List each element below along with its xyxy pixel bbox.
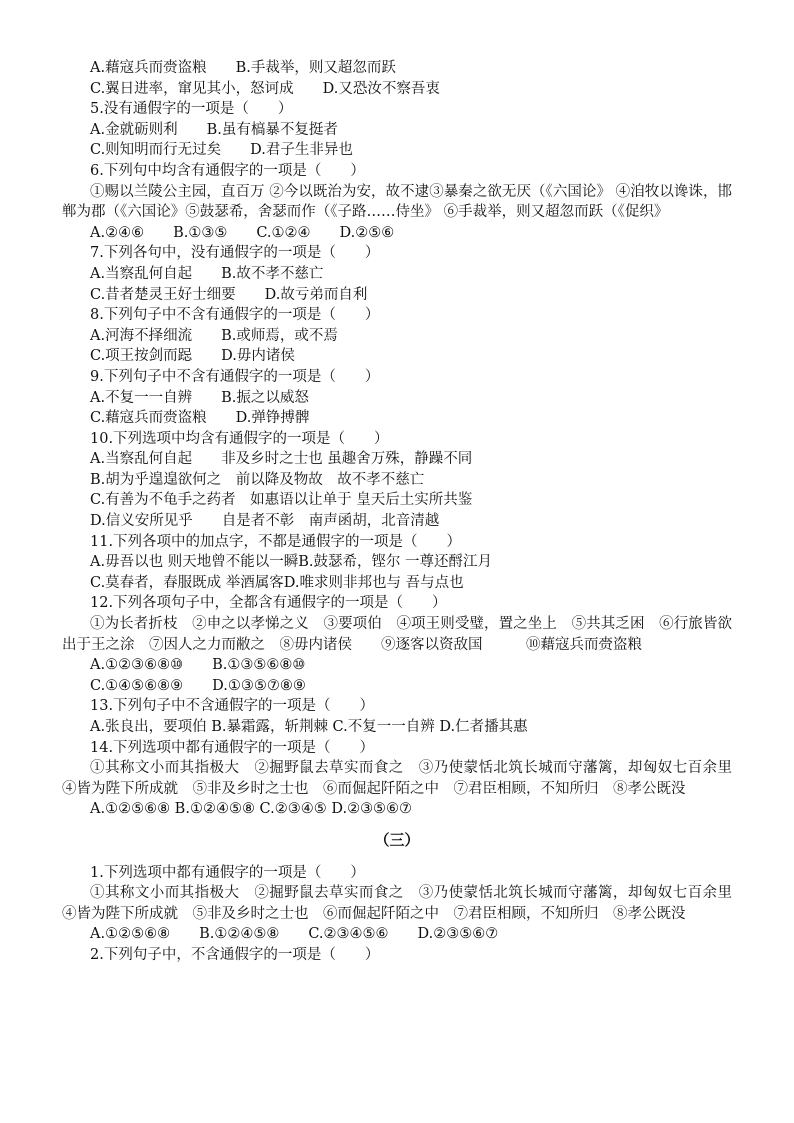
text-line: C.昔者楚灵王好士细要 D.故亏弟而自利 xyxy=(90,286,368,303)
text-line: C.①④⑤⑥⑧⑨ D.①③⑤⑦⑧⑨ xyxy=(90,677,306,694)
text-line: A.藉寇兵而赍盗粮 B.手裁举，则又超忽而跃 xyxy=(90,60,396,76)
text-line: C.莫春者，春服既成 举酒属客D.唯求则非邦也与 吾与点也 xyxy=(90,574,464,591)
text-line: A.当察乱何自起 非及乡时之士也 虽趣舍万殊，静躁不同 xyxy=(90,451,473,468)
question-8-stem: 8.下列句子中不含有通假字的一项是（ ） xyxy=(90,307,380,324)
question-12-body: ①为长者折枝 ②申之以孝悌之义 ③要项伯 ④项王则受璧，置之坐上 ⑤共其乏困 ⑥行旅皆欲出于王之涂 ⑦因人之力而敝之 ⑧毋内诸侯 ⑨逐客以资敌国 ⑩藉寇兵而赍盗粮 xyxy=(62,616,732,653)
section-3-questions xyxy=(62,863,747,966)
question-7-stem: 7.下列各句中，没有通假字的一项是（ ） xyxy=(90,245,380,262)
question-block-4-6 xyxy=(62,58,732,223)
question-14-options: A.①②⑤⑥⑧ B.①②④⑤⑧ C.②③④⑤ D.②③⑤⑥⑦ xyxy=(90,801,413,818)
text-line: A.当察乱何自起 B.故不孝不慈亡 xyxy=(90,265,324,282)
section3-question-2-stem: 2.下列句子中，不含通假字的一项是（ ） xyxy=(90,946,380,963)
question-11-stem: 11.下列各项中的加点字，不都是通假字的一项是（ ） xyxy=(90,533,462,550)
question-6-stem: 6.下列句中均含有通假字的一项是（ ） xyxy=(90,162,365,179)
question-block-12-14 xyxy=(62,655,747,820)
text-line: C.则知明而行无过矣 D.君子生非异也 xyxy=(90,142,353,159)
text-line: A.河海不择细流 B.或师焉，或不焉 xyxy=(90,327,338,344)
text-line: D.信义安所见乎 自是者不彰 南声函胡，北音清越 xyxy=(90,513,440,530)
text-line: C.藉寇兵而赍盗粮 D.弹铮搏髀 xyxy=(90,410,310,427)
text-line: C.有善为不龟手之药者 如惠语以让单于 皇天后土实所共鉴 xyxy=(90,492,473,509)
text-line: A.金就砺则利 B.虽有槁暴不复挺者 xyxy=(90,121,338,138)
text-line: B.胡为乎遑遑欲何之 前以降及物故 故不孝不慈亡 xyxy=(90,471,425,488)
section3-question-1-options: A.①②⑤⑥⑧ B.①②④⑤⑧ C.②③④⑤⑥ D.②③⑤⑥⑦ xyxy=(90,926,499,943)
question-12-stem: 12.下列各项句子中，全都含有通假字的一项是（ ） xyxy=(90,595,447,612)
text-line: A.①②③⑥⑧⑩ B.①③⑤⑥⑧⑩ xyxy=(90,657,306,674)
question-5-stem: 5.没有通假字的一项是（ ） xyxy=(90,101,293,118)
section3-question-1-stem: 1.下列选项中都有通假字的一项是（ ） xyxy=(90,864,365,881)
text-line: A.张良出，要项伯 B.暴霜露，斩荆棘 C.不复一一自辨 D.仁者播其惠 xyxy=(90,719,528,735)
text-line: A.②④⑥ B.①③⑤ C.①②④ D.②⑤⑥ xyxy=(90,224,395,241)
section3-question-1-body: ①其称文小而其指极大 ②掘野鼠去草实而食之 ③乃使蒙恬北筑长城而守藩篱，却匈奴七百余里 ④皆为陛下所成就 ⑤非及乡时之士也 ⑥而倔起阡陌之中 ⑦君臣相顾，不知所归 ⑧孝公既没 xyxy=(62,885,747,922)
question-14-stem: 14.下列选项中都有通假字的一项是（ ） xyxy=(90,739,375,756)
section-title: （三） xyxy=(374,830,420,849)
question-block-6-12 xyxy=(62,223,732,655)
text-line: A.不复一一自辨 B.振之以威怒 xyxy=(90,389,309,406)
question-13-stem: 13.下列句子中不含通假字的一项是（ ） xyxy=(90,698,375,715)
question-10-stem: 10.下列选项中均含有通假字的一项是（ ） xyxy=(90,430,389,447)
question-9-stem: 9.下列句子中不含有通假字的一项是（ ） xyxy=(90,368,380,385)
question-14-body: ①其称文小而其指极大 ②掘野鼠去草实而食之 ③乃使蒙恬北筑长城而守藩篱，却匈奴七百余里 ④皆为陛下所成就 ⑤非及乡时之士也 ⑥而倔起阡陌之中 ⑦君臣相顾，不知所归 ⑧孝公既没 xyxy=(62,760,747,797)
question-6-body: ①赐以兰陵公主园，直百万 ②今以既治为安，故不逮③暴秦之欲无厌（《六国论》 ④洎牧以谗诛，邯郸为郡（《六国论》⑤鼓瑟希，舍瑟而作（《子路……侍坐》 ⑥手裁举，则又超忽而跃（《促织》 xyxy=(62,183,732,221)
text-line: C.项王按剑而跽 D.毋内诸侯 xyxy=(90,348,295,365)
text-line: C.翼日进率，窜见其小，怒诃成 D.又恐汝不察吾衷 xyxy=(90,80,440,97)
text-line: A.毋吾以也 则天地曾不能以一瞬B.鼓瑟希，铿尔 一尊还酹江月 xyxy=(90,554,493,571)
